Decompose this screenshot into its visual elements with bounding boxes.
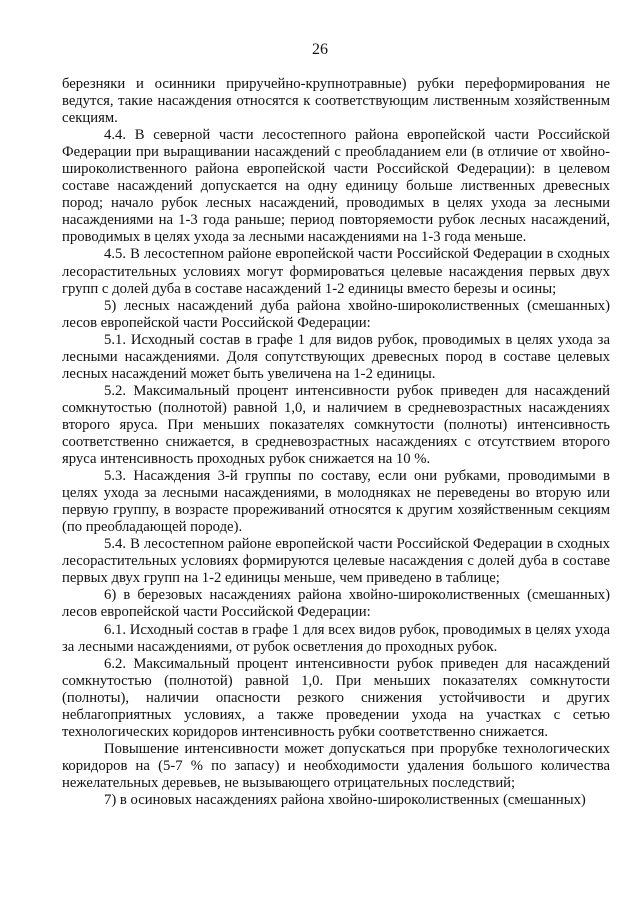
paragraph: 5.1. Исходный состав в графе 1 для видов рубок, проводимых в целях ухода за лесными насаждениями. Доля сопутствующих древесных пород в составе целевых лесных насаждений может быть увеличена на 1-2 единицы. — [62, 331, 610, 382]
paragraph: 7) в осиновых насаждениях района хвойно-широколиственных (смешанных) — [104, 791, 586, 808]
paragraph: Повышение интенсивности может допускаться при прорубке технологических коридоров на (5-7 % по запасу) и необходимости удаления большого количества нежелательных деревьев, не вызывающего отрицательных последствий; — [62, 740, 610, 791]
paragraph: березняки и осинники приручейно-крупнотравные) рубки переформирования не ведутся, такие насаждения относятся к соответствующим лиственным хозяйственным секциям. — [62, 76, 610, 127]
paragraph: 5.4. В лесостепном районе европейской части Российской Федерации в сходных лесорастительных условиях формируются целевые насаждения с долей дуба в составе первых двух групп на 1-2 единицы меньше, чем приведено в таблице; — [62, 536, 610, 587]
paragraph: 4.5. В лесостепном районе европейской части Российской Федерации в сходных лесорастительных условиях могут формироваться целевые насаждения первых двух групп с долей дуба в составе насаждений 1-2 единицы вместо березы и осины; — [62, 246, 610, 297]
page-number: 26 — [312, 41, 328, 58]
paragraph: 6) в березовых насаждениях района хвойно-широколиственных (смешанных) лесов европейской части Российской Федерации: — [62, 587, 610, 621]
paragraph: 6.1. Исходный состав в графе 1 для всех видов рубок, проводимых в целях ухода за лесными насаждениями, от рубок осветления до проходных рубок. — [62, 621, 610, 655]
paragraph: 5.3. Насаждения 3-й группы по составу, если они рубками, проводимыми в целях ухода за лесными насаждениями, в молодняках не переведены во вторую или первую группу, в возрасте прореживаний относятся к другим хозяйственным секциям (по преобладающей породе). — [62, 468, 610, 536]
document-body — [62, 76, 610, 809]
paragraph: 6.2. Максимальный процент интенсивности рубок приведен для насаждений сомкнутостью (полнотой) равной 1,0. При меньших показателях сомкнутости (полноты), наличии опасности резкого снижения устойчивости и других неблагоприятных условиях, а также проведении ухода на участках с сетью технологических коридоров интенсивность рубки соответственно снижается. — [62, 655, 610, 740]
paragraph: 5.2. Максимальный процент интенсивности рубок приведен для насаждений сомкнутостью (полнотой) равной 1,0, и наличием в средневозрастных насаждениях второго яруса. При меньших показателях сомкнутости (полноты) интенсивность соответственно снижается, в средневозрастных насаждениях с отсутствием второго яруса интенсивность проходных рубок снижается на 10 %. — [62, 382, 610, 468]
paragraph: 5) лесных насаждений дуба района хвойно-широколиственных (смешанных) лесов европейской части Российской Федерации: — [62, 297, 610, 331]
paragraph: 4.4. В северной части лесостепного района европейской части Российской Федерации при выращивании насаждений с преобладанием ели (в отличие от хвойно-широколиственного района европейской части Российской Федерации): в целевом составе насаждений допускается на одну единицу больше лиственных древесных пород; начало рубок лесных насаждений, проводимых в целях ухода за лесными насаждениями на 1-3 года раньше; период повторяемости рубок лесных насаждений, проводимых в целях ухода за лесными насаждениями на 1-3 года меньше. — [62, 127, 610, 246]
